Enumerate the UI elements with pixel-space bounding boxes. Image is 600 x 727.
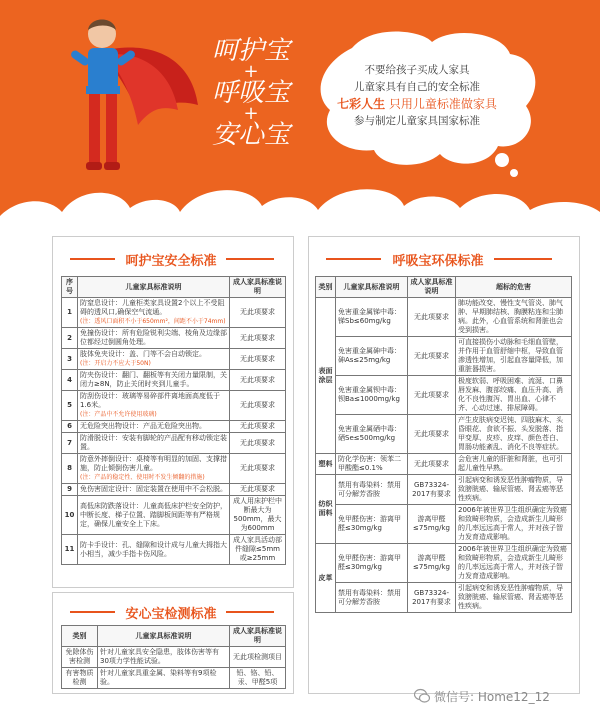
bubble-line-1: 不要给孩子买成人家具 <box>364 64 470 76</box>
header-adult-standard: 成人家具标准说明 <box>230 277 286 298</box>
child-standard-cell <box>78 391 230 421</box>
header-category: 类别 <box>62 626 98 647</box>
table-row <box>62 328 286 349</box>
category-cell: 塑料 <box>316 454 336 475</box>
adult-standard-cell: 无此项要求 <box>230 328 286 349</box>
adult-standard-cell: 成人用床护栏中断最大为500mm，最大为600mm <box>230 496 286 535</box>
row-number: 11 <box>62 535 78 565</box>
child-standard-cell: 免害重金属钡中毒：钡Ba≤1000mg/kg <box>336 376 408 415</box>
child-standard-cell <box>78 496 230 535</box>
category-cell: 皮革 <box>316 544 336 613</box>
child-standard-cell: 免甲醛伤害：游离甲醛≤30mg/kg <box>336 544 408 583</box>
eco-title-line-right <box>494 258 552 260</box>
child-standard-cell <box>78 328 230 349</box>
adult-standard-cell: 无此项要求 <box>230 421 286 433</box>
header-child-standard: 儿童家具标准说明 <box>78 277 230 298</box>
child-standard-text: 无危险突出物设计：产品无危险突出物。 <box>80 422 206 430</box>
category-cell: 表面涂层 <box>316 298 336 454</box>
child-standard-cell: 防化学伤害：领苯二甲酸酯≤0.1% <box>336 454 408 475</box>
child-standard-cell <box>78 349 230 370</box>
table-row <box>62 668 286 689</box>
cloud-border <box>0 178 600 228</box>
harm-cell: 肺功能改变、慢性支气管炎、肺气肿、早期肺结核、胸膜粘连和尘肺病。此外，心血管系统和肾脏也会受到损害。 <box>456 298 572 337</box>
table-row <box>62 454 286 484</box>
brand-name: 七彩人生 <box>337 97 386 111</box>
table-row <box>62 298 286 328</box>
slogan-plus-2: + <box>243 103 259 124</box>
child-standard-text: 防意外摔倒设计：桌椅等有明显的加固、支撑措施，防止倾倒伤害儿童。 <box>80 455 227 472</box>
safety-header-row <box>62 277 286 298</box>
child-standard-note: (注：透风口面积不小于650mm²，间距不小于74mm) <box>80 318 226 325</box>
eco-table <box>315 276 572 613</box>
child-standard-text: 防窒息设计：儿童柜类家具设置2个以上不受阻碍的透风口,确保空气流通。 <box>80 299 225 316</box>
adult-standard-cell: GB73324-2017有要求 <box>408 583 456 613</box>
header-adult-standard: 成人家具标准说明 <box>408 277 456 298</box>
table-row <box>316 454 572 475</box>
child-standard-text: 免撞伤设计：所有危险锐利尖端、棱角及边缘部位都经过倒圆角处理。 <box>80 329 227 346</box>
safety-title: 呵护宝安全标准 <box>125 254 217 269</box>
table-row <box>62 391 286 421</box>
table-row <box>316 505 572 544</box>
superhero-boy-illustration <box>60 10 200 185</box>
wechat-icon <box>414 688 430 704</box>
bubble-line-3 <box>322 96 512 113</box>
child-standard-text: 防刮伤设计：玻璃等易碎部件离地面高度低于1.6米。 <box>80 392 220 409</box>
slogan <box>196 38 306 148</box>
table-row <box>62 370 286 391</box>
adult-standard-cell: 无此项要求 <box>408 454 456 475</box>
table-row <box>62 496 286 535</box>
bubble-line-2: 儿童家具有自己的安全标准 <box>354 81 480 93</box>
harm-cell: 引起病变和诱发恶性肿瘤物质，导致膀胱癌、输尿管癌、肾盂癌等恶性疾病。 <box>456 583 572 613</box>
adult-standard-cell: 无此项要求 <box>230 484 286 496</box>
header-adult-standard: 成人家具标准说明 <box>230 626 286 647</box>
adult-standard-cell: 无此项要求 <box>408 337 456 376</box>
inspection-title-line-right <box>226 611 274 613</box>
adult-standard-cell: 无此项要求 <box>230 349 286 370</box>
eco-title: 呼吸宝环保标准 <box>392 254 484 269</box>
table-row <box>62 535 286 565</box>
harm-cell: 会危害儿童的肝脏和肾脏，也可引起儿童性早熟。 <box>456 454 572 475</box>
child-standard-cell: 免甲醛伤害：游离甲醛≤30mg/kg <box>336 505 408 544</box>
inspection-title-line-left <box>70 611 115 613</box>
adult-standard-cell: 无此项要求 <box>408 415 456 454</box>
bubble-text <box>322 62 512 130</box>
slogan-plus-1: + <box>243 61 259 82</box>
table-row <box>316 298 572 337</box>
table-row <box>62 349 286 370</box>
adult-standard-cell: 铅、铬、铅、汞、甲醛5项 <box>230 668 286 689</box>
child-standard-cell <box>78 454 230 484</box>
inspection-table <box>61 625 286 689</box>
row-number: 2 <box>62 328 78 349</box>
adult-standard-cell: 无此项要求 <box>230 370 286 391</box>
category-cell: 纺织面料 <box>316 475 336 544</box>
slogan-line-2: 呼吸宝 <box>211 78 290 108</box>
eco-title-line-left <box>326 258 381 260</box>
bubble-line-4: 参与制定儿童家具国家标准 <box>354 115 480 127</box>
table-row <box>62 421 286 433</box>
adult-standard-cell: 游离甲醛≤75mg/kg <box>408 544 456 583</box>
table-row <box>316 583 572 613</box>
header-no: 序号 <box>62 277 78 298</box>
adult-standard-cell: 游离甲醛≤75mg/kg <box>408 505 456 544</box>
child-standard-note: (注：产品中不允许使用玻璃) <box>80 411 157 418</box>
harm-cell: 2006年被世界卫生组织确定为致癌和致畸形物质，会造成新生儿畸形的几率远远高于常人，并对孩子智力发育造成影响。 <box>456 544 572 583</box>
harm-cell: 可直接损伤小动脉和毛细血管壁，并作用于血管舒缩中枢，导致血管渗透性增加，引起血容量降低，加重脏器损害。 <box>456 337 572 376</box>
header-child-standard: 儿童家具标准说明 <box>336 277 408 298</box>
wechat-id: 微信号: Home12_12 <box>434 690 550 704</box>
child-standard-cell: 免害重金属锑中毒：锑Sb≤60mg/kg <box>336 298 408 337</box>
child-standard-note: (注：开启力不应大于50N) <box>80 360 151 367</box>
adult-standard-cell: 无此项要求 <box>230 391 286 421</box>
harm-cell: 产生皮肤病变迟钝、四肢麻木、头昏眼花、食欲不振、头发脱落、指甲变厚、皮疹、皮痒、颜色苍白、胃肠功能紊乱、消化不良等症状。 <box>456 415 572 454</box>
child-standard-cell: 免害重金属硒中毒：硒Se≤500mg/kg <box>336 415 408 454</box>
child-standard-text: 免伤害固定设计：固定装置在使用中不会松脱。 <box>80 485 227 493</box>
safety-title-line-right <box>226 258 274 260</box>
header-category: 类别 <box>316 277 336 298</box>
table-row <box>316 415 572 454</box>
adult-standard-cell: 无此项要求 <box>230 433 286 454</box>
adult-standard-cell: 无此项要求 <box>408 298 456 337</box>
row-number: 9 <box>62 484 78 496</box>
table-row <box>62 433 286 454</box>
row-number: 6 <box>62 421 78 433</box>
category-cell: 免除体伤害检测 <box>62 647 98 668</box>
safety-table <box>61 276 286 565</box>
child-standard-text: 防卡手设计：孔、缝隙和设计成与儿童大拇指大小相当，减少手指卡伤风险。 <box>80 540 227 558</box>
child-standard-cell: 免害重金属砷中毒：砷As≤25mg/kg <box>336 337 408 376</box>
adult-standard-cell: 无此项要求 <box>230 298 286 328</box>
inspection-title: 安心宝检测标准 <box>125 607 217 622</box>
safety-title-line-left <box>70 258 115 260</box>
slogan-line-3: 安心宝 <box>211 120 290 150</box>
slogan-line-1: 呵护宝 <box>211 36 290 66</box>
inspection-header-row <box>62 626 286 647</box>
eco-header-row <box>316 277 572 298</box>
adult-standard-cell: 成人家具活动部件缝隙≤5mm或≥25mm <box>230 535 286 565</box>
child-standard-text: 防夹伤设计：翻门、翻板等有关闭力量限制，关闭力≥8N，防止关闭时夹到儿童手。 <box>80 371 227 388</box>
row-number: 4 <box>62 370 78 391</box>
child-standard-note: (注：产品的稳定性、使用时不发生倾翻的措施) <box>80 474 205 481</box>
child-standard-cell <box>78 484 230 496</box>
harm-cell: 极度软弱、呼吸困难、流涎、口鼻唇发麻、腹部绞痛、血压升高、消化不良性腹泻、胃出血、心律不齐、心动过速、排尿障碍。 <box>456 376 572 415</box>
table-row <box>62 647 286 668</box>
child-standard-cell <box>78 370 230 391</box>
row-number: 5 <box>62 391 78 421</box>
child-standard-cell: 禁用有毒染料：禁用可分解芳香胺 <box>336 475 408 505</box>
child-standard-cell: 针对儿童家具重金属、染料等有9项检验。 <box>98 668 230 689</box>
child-standard-cell <box>78 535 230 565</box>
harm-cell: 2006年被世界卫生组织确定为致癌和致畸形物质，会造成新生儿畸形的几率远远高于常人，并对孩子智力发育造成影响。 <box>456 505 572 544</box>
header-child-standard: 儿童家具标准说明 <box>98 626 230 647</box>
adult-standard-cell: 无此项要求 <box>408 376 456 415</box>
adult-standard-cell: GB73324-2017有要求 <box>408 475 456 505</box>
child-standard-cell <box>78 298 230 328</box>
child-standard-text: 高低床防跌落设计：儿童高低床护栏安全防护，中断长度、梯子位置、踏脚板间距等有严格规定，确保儿童安全上下床。 <box>80 501 227 528</box>
category-cell: 有害物质检测 <box>62 668 98 689</box>
adult-standard-cell: 无此项检测项目 <box>230 647 286 668</box>
table-row <box>316 376 572 415</box>
table-row <box>316 475 572 505</box>
row-number: 10 <box>62 496 78 535</box>
child-standard-cell: 针对儿童家具安全隐患，肢体伤害等有30项力学性能试验。 <box>98 647 230 668</box>
table-row <box>62 484 286 496</box>
row-number: 3 <box>62 349 78 370</box>
child-standard-text: 防滑脱设计：安装有脚轮的产品配有移动锁定装置。 <box>80 434 227 451</box>
child-standard-cell <box>78 421 230 433</box>
bubble-line-3-text: 只用儿童标准做家具 <box>388 97 497 111</box>
child-standard-cell <box>78 433 230 454</box>
harm-cell: 引起病变和诱发恶性肿瘤物质，导致膀胱癌、输尿管癌、肾盂癌等恶性疾病。 <box>456 475 572 505</box>
table-row <box>316 337 572 376</box>
adult-standard-cell: 无此项要求 <box>230 454 286 484</box>
hero-banner <box>0 0 600 228</box>
row-number: 1 <box>62 298 78 328</box>
child-standard-text: 肢体免夹设计：盖、门等不会自动锁定。 <box>80 350 206 358</box>
row-number: 8 <box>62 454 78 484</box>
child-standard-cell: 禁用有毒染料：禁用可分解芳香胺 <box>336 583 408 613</box>
table-row <box>316 544 572 583</box>
row-number: 7 <box>62 433 78 454</box>
header-harm: 超标的危害 <box>456 277 572 298</box>
